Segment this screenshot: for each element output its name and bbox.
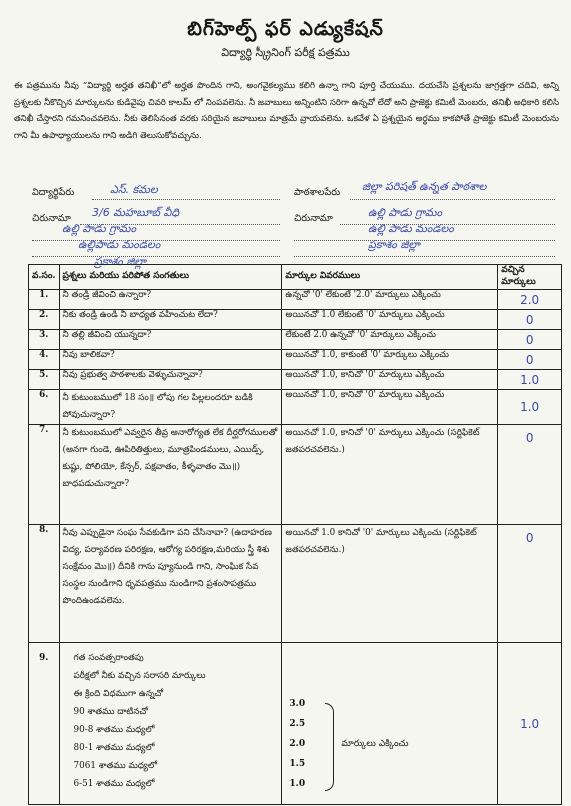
row-number: 6. [29, 390, 60, 425]
address-line [294, 256, 555, 257]
school-address-line-3[interactable]: ప్రకాశం జిల్లా [368, 238, 420, 251]
row-marks[interactable]: 0 [498, 525, 562, 643]
question-line: 90 శాతము దాటినచో [73, 707, 148, 717]
row-rule: అయినచో 1.0 లేకుంటే '0' మార్కులు ఎక్కించు [282, 310, 498, 330]
row-number: 8. [29, 525, 60, 643]
row-number: 9. [29, 643, 60, 805]
table-row [29, 643, 562, 805]
student-address-line-4[interactable]: ప్రకాశం జిల్లా [94, 255, 146, 268]
form-title: బిగ్‌హెల్ప్ ఫర్ ఎడ్యుకేషన్ [187, 18, 384, 40]
question-line: పరీక్షలో నీకు వచ్చిన సరాసరి మార్కులు [73, 671, 206, 681]
school-address-line-1[interactable]: ఉల్లి పాడు గ్రామం [368, 206, 443, 219]
row-rule: అయినచో 1.0 కానిచో '0' మార్కులు ఎక్కించు (సర్టిఫికెట్ జతపరచవలెను.) [282, 525, 498, 643]
row-marks[interactable]: 0 [498, 330, 562, 350]
col-header-rule: మార్కుల వివరములు [282, 265, 498, 290]
student-name-value[interactable]: ఎస్. కమల [110, 183, 158, 196]
question-line: ఈ క్రింది విధముగా ఉన్నచో [73, 689, 164, 699]
row-question: నీ కుటుంబములో ఎవ్వరైన తీవ్ర అనారోగ్యత లేక దీర్ఘరోగములతో (అనగా గుండె, ఊపిరితిత్తులు, మూత్రపిండములు, ఎయిడ్స్, కుష్టు, పోలియో, కేన్సర్, పక్షవాతం, కీళ్ళవాతం మొ॥) బాధపడుచున్నారా? [59, 425, 282, 525]
student-name-line [92, 199, 280, 200]
address-line [32, 256, 280, 257]
table-row [29, 390, 562, 425]
row-marks[interactable]: 0 [498, 310, 562, 330]
question-line: 7061 శాతము మధ్యలో [73, 761, 158, 771]
marks-table [28, 264, 562, 805]
row-rule: అయినచో 1.0, కాకుంటే '0' మార్కులు ఎక్కించు [282, 350, 498, 370]
student-address-line-1[interactable]: 3/6 మహబూబ్ వీధి [92, 206, 180, 219]
scale-value: 3.0 [289, 699, 306, 709]
school-name-value[interactable]: జిల్లా పరిషత్ ఉన్నత పాఠశాల [362, 180, 487, 193]
row-number: 3. [29, 330, 60, 350]
row-rule: అయినచో 1.0, కానిచో '0' మార్కులు ఎక్కించు (సర్టిఫికెట్ జతపరచవలెను.) [282, 425, 498, 525]
school-name-line [350, 199, 555, 200]
scale-value: 2.0 [289, 739, 306, 749]
scale-rule-text: మార్కులు ఎక్కించు [341, 739, 409, 749]
table-row [29, 310, 562, 330]
table-row [29, 290, 562, 310]
table-row [29, 525, 562, 643]
scale-value: 2.5 [289, 719, 306, 729]
row-question: నీ తల్లి జీవించి యున్నదా? [59, 330, 282, 350]
table-row [29, 425, 562, 525]
student-address-line-2[interactable]: ఉల్లి పాడు గ్రామం [62, 222, 137, 235]
question-line: గత సంవత్సరాంతపు [73, 653, 144, 663]
row-marks[interactable]: 1.0 [498, 370, 562, 390]
brace-icon [325, 703, 334, 791]
row-question: నీవు బాలికవా? [59, 350, 282, 370]
table-header-row [29, 265, 562, 290]
row-number: 4. [29, 350, 60, 370]
marks-scale [285, 643, 494, 793]
question-line: 6-51 శాతము మధ్యలో [73, 779, 155, 789]
row-question: నీకు తండ్రి ఉండి నీ బాధ్యత వహించుట లేదా? [59, 310, 282, 330]
instructions-paragraph: ఈ పత్రమును నీవు “విద్యార్థి అర్హత తనిఖీ”లో అర్హత పొందిన గాని, అంగవైకల్యము కలిగి ఉన్నా గాని పూర్తి చేయుము. దయచేసి ప్రశ్నలను జాగ్రత్తగా చదివి, అన్ని ప్రశ్నలకు నీకొచ్చిన మార్కులను కుడివైపు చివరి కాలమ్ లో నింపవలెను. నీ జవాబులు అన్నింటిని సరిగా ఉన్నవో లేదో అని ప్రాజెక్టు కమిటీ మెంబరు, తనిఖీ అధికారి కలిసి తనిఖీ చేస్తారని గమనించవలెను. నీకు తెలిసినంత వరకు సరియైన జవాబులు మాత్రమే వ్రాయవలెను. ఒకవేళ ఏ ప్రశ్నయైన అర్థము కాకపోతే ప్రాజెక్టు కమిటీ మెంబరును గాని మీ ఉపాధ్యాయులను గాని అడిగి తెలుసుకోవచ్చును. [14, 81, 559, 141]
col-header-question: ప్రశ్నలు మరియు పరిపోత సంగతులు [59, 265, 282, 290]
student-name-label: విద్యార్థిపేరు [32, 187, 75, 198]
question-line: 80-1 శాతము మధ్యలో [73, 743, 155, 753]
student-address-label: చిరునామా [32, 213, 71, 224]
row-number: 1. [29, 290, 60, 310]
question-line: 90-8 శాతము మధ్యలో [73, 725, 155, 735]
row-question-list [59, 643, 282, 805]
row-marks[interactable]: 1.0 [498, 390, 562, 425]
row-question: నీవు ప్రభుత్వ పాఠశాలకు వెళ్ళుచున్నావా? [59, 370, 282, 390]
col-header-serial: వ.సం. [29, 265, 60, 290]
row-rule: లేకుంటే 2.0 ఉన్నచో '0' మార్కులు ఎక్కించు [282, 330, 498, 350]
school-name-label: పాఠశాలపేరు [294, 187, 341, 198]
col-header-marks: వచ్చిన మార్కులు [498, 265, 562, 290]
student-address-line-3[interactable]: ఉల్లిపాడు మండలం [78, 238, 161, 251]
scale-value: 1.5 [289, 759, 306, 769]
row-marks[interactable]: 0 [498, 425, 562, 525]
table-row [29, 330, 562, 350]
row-rule: ఉన్నచో '0' లేకుంటే '2.0' మార్కులు ఎక్కించు [282, 290, 498, 310]
form-subtitle: విద్యార్థి స్క్రీనింగ్ పరీక్ష పత్రము [221, 46, 350, 59]
row-rule: అయినచో 1.0, కానిచో '0' మార్కులు ఎక్కించు [282, 370, 498, 390]
row-number: 7. [29, 425, 60, 525]
scale-value: 1.0 [289, 779, 306, 789]
row-marks[interactable]: 2.0 [498, 290, 562, 310]
row-rule: అయినచో 1.0, కానిచో '0' మార్కులు ఎక్కించు [282, 390, 498, 425]
school-address-line-2[interactable]: ఉల్లి పాడు మండలం [368, 222, 454, 235]
row-rule-scale [282, 643, 498, 805]
row-question: నీవు ఎప్పుడైనా సంఘ సేవకుడిగా పని చేసినావా? (ఉదాహరణ విద్య, పర్యావరణ పరిరక్షణ, ఆరోగ్య పరిరక్షణ,మరియు స్త్రీ శిశు సంక్షేమం మొ॥) దీనికి గాను ప్యూనుండి గాని, సాంఘిక సేవ సంస్థల నుండిగాని ధృవపత్రము నుండిగాని ప్రశంసాపత్రము పొందిఉండవలెను. [59, 525, 282, 643]
school-address-label: చిరునామా [294, 213, 333, 224]
row-question: నీ కుటుంబములో 18 సం॥ లోపు గల పిల్లలందరూ బడికి పోవుచున్నారా? [59, 390, 282, 425]
table-row [29, 370, 562, 390]
row-marks[interactable]: 1.0 [498, 643, 562, 805]
row-question: నీ తండ్రి జీవించి ఉన్నారా? [59, 290, 282, 310]
table-row [29, 350, 562, 370]
address-line [294, 240, 555, 241]
row-number: 2. [29, 310, 60, 330]
row-number: 5. [29, 370, 60, 390]
row-marks[interactable]: 0 [498, 350, 562, 370]
